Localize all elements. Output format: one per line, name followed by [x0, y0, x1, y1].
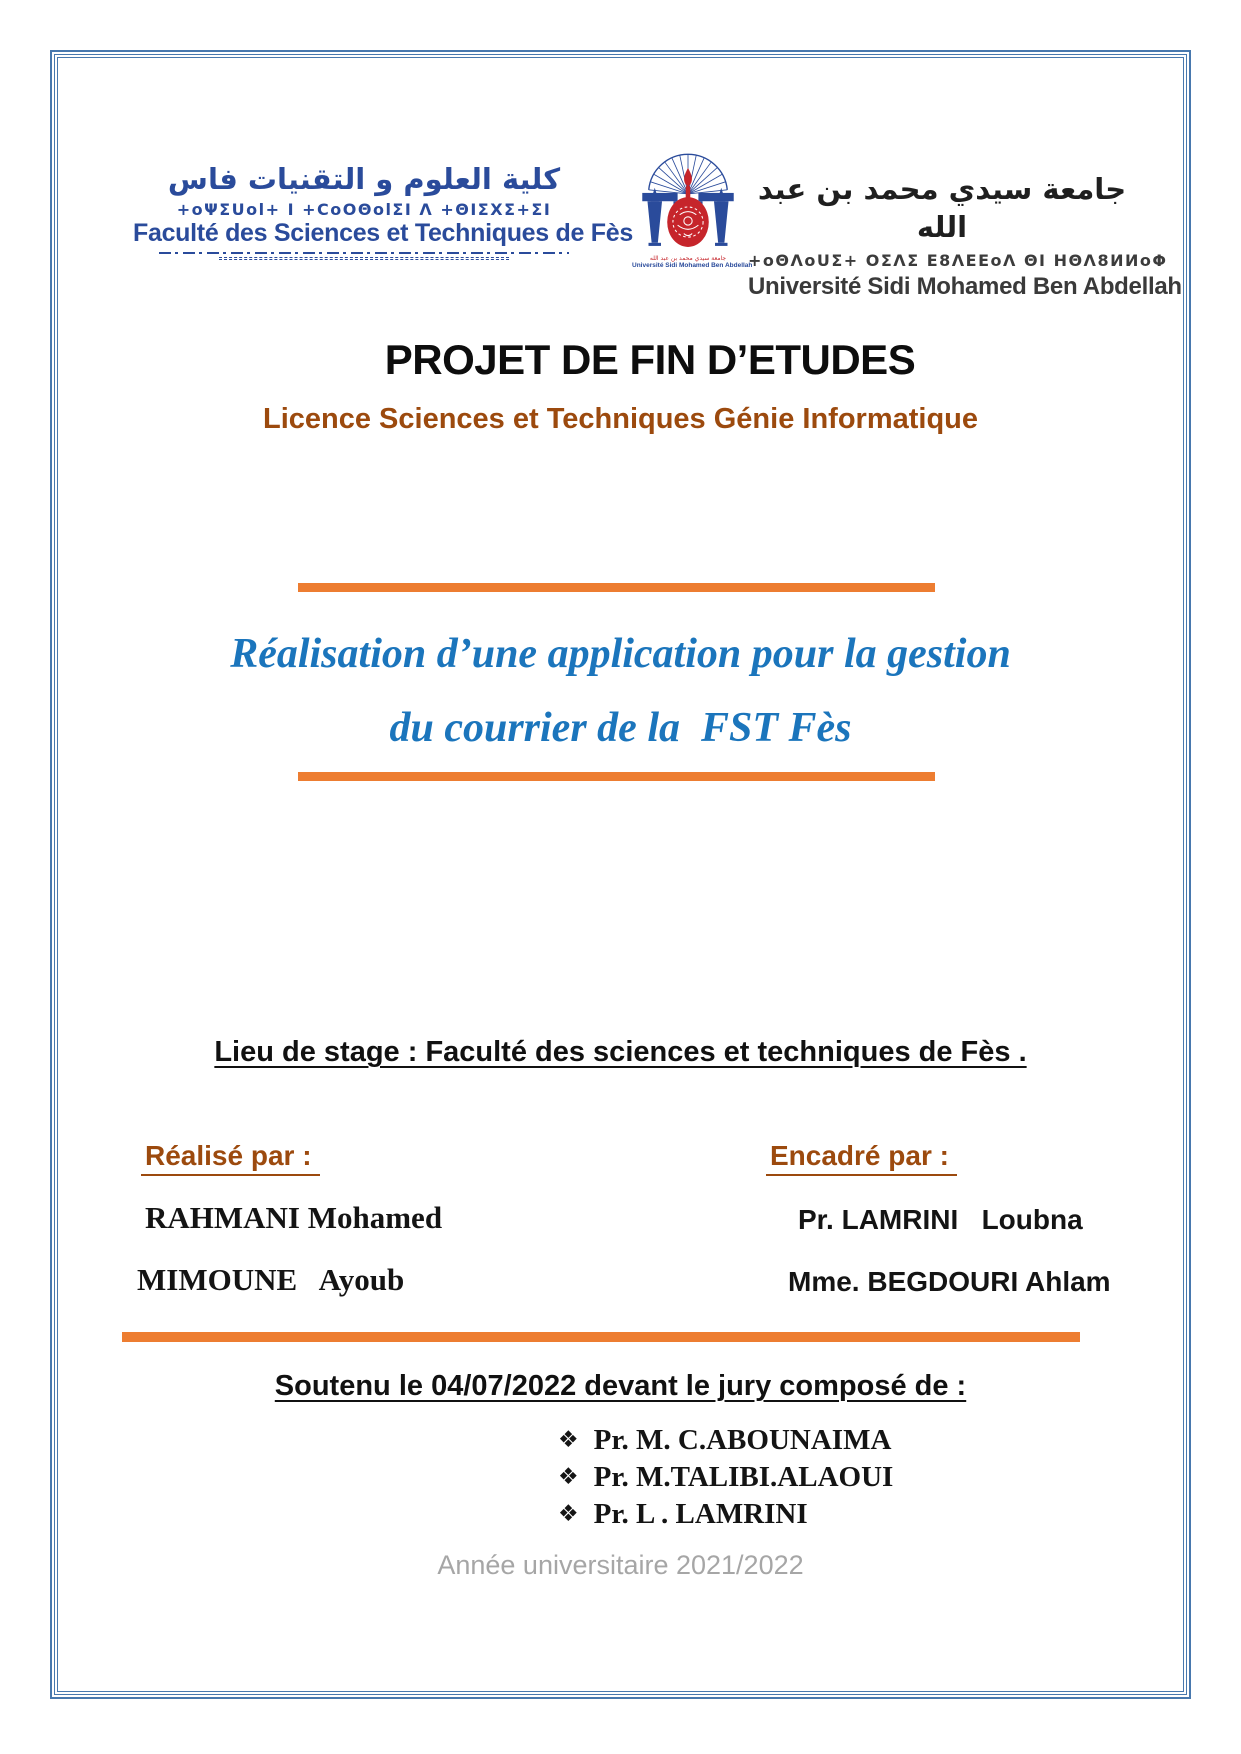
university-name-french: Université Sidi Mohamed Ben Abdellah — [748, 273, 1182, 300]
supervisor-name: Mme. BEGDOURI Ahlam — [788, 1266, 1111, 1297]
jury-member-name: Pr. M. C.ABOUNAIMA — [593, 1424, 892, 1456]
university-emblem — [632, 142, 753, 270]
internship-location: Lieu de stage : Faculté des sciences et techniques de Fès . — [214, 1036, 1027, 1068]
faculty-logo-block — [133, 160, 633, 260]
jury-member — [558, 1496, 893, 1533]
author-name: RAHMANI Mohamed — [145, 1200, 443, 1235]
supervisors-heading: Encadré par : — [766, 1140, 957, 1176]
jury-member — [558, 1422, 893, 1459]
author-name: MIMOUNE Ayoub — [137, 1262, 405, 1297]
diamond-bullet-icon: ❖ — [558, 1501, 579, 1527]
university-name-tifinagh: +oΘΛoUΣ+ ΟΣΛΣ Ε8ΛΕΕοΛ ΘΙ ΗΘΛ8ИИοΦ — [748, 251, 1168, 270]
jury-member-name: Pr. M.TALIBI.ALAOUI — [593, 1461, 894, 1493]
jury-member — [558, 1459, 893, 1496]
emblem-caption-arabic: جامعة سيدي محمد بن عبد الله — [649, 255, 727, 262]
university-emblem-icon — [636, 142, 740, 248]
faculty-dash-decoration-2 — [219, 257, 509, 260]
emblem-caption-french: Université Sidi Mohamed Ben Abdellah — [632, 262, 753, 269]
document-kind-title: PROJET DE FIN D’ETUDES — [384, 336, 916, 383]
authors-heading-wrap — [141, 1140, 320, 1176]
defense-rule — [122, 1332, 1080, 1342]
university-name-arabic: جامعة سيدي محمد بن عبد الله — [757, 172, 1127, 244]
faculty-name-arabic: كلية العلوم و التقنيات فاس — [167, 162, 561, 196]
supervisor-name: Pr. LAMRINI Loubna — [798, 1204, 1083, 1235]
project-title-line2: du courrier de la FST Fès — [389, 705, 852, 751]
title-rule-top — [298, 583, 935, 592]
defense-statement: Soutenu le 04/07/2022 devant le jury composé de : — [274, 1370, 967, 1402]
title-rule-bottom — [298, 772, 935, 781]
diamond-bullet-icon: ❖ — [558, 1427, 579, 1453]
project-title-line1: Réalisation d’une application pour la gestion — [230, 631, 1011, 677]
jury-list — [558, 1422, 893, 1533]
faculty-dash-decoration-1 — [159, 252, 569, 254]
diamond-bullet-icon: ❖ — [558, 1464, 579, 1490]
program-subtitle: Licence Sciences et Techniques Génie Informatique — [262, 403, 979, 435]
authors-heading: Réalisé par : — [141, 1140, 320, 1176]
supervisors-heading-wrap — [766, 1140, 957, 1176]
faculty-name-french: Faculté des Sciences et Techniques de Fès — [133, 219, 633, 247]
university-name-block — [748, 170, 1182, 300]
academic-year: Année universitaire 2021/2022 — [437, 1550, 804, 1580]
faculty-name-tifinagh: +oΨΣUol+ I +CoOΘolΣI Λ +ΘIΣXΣ+ΣI — [176, 200, 552, 219]
jury-member-name: Pr. L . LAMRINI — [593, 1498, 808, 1530]
